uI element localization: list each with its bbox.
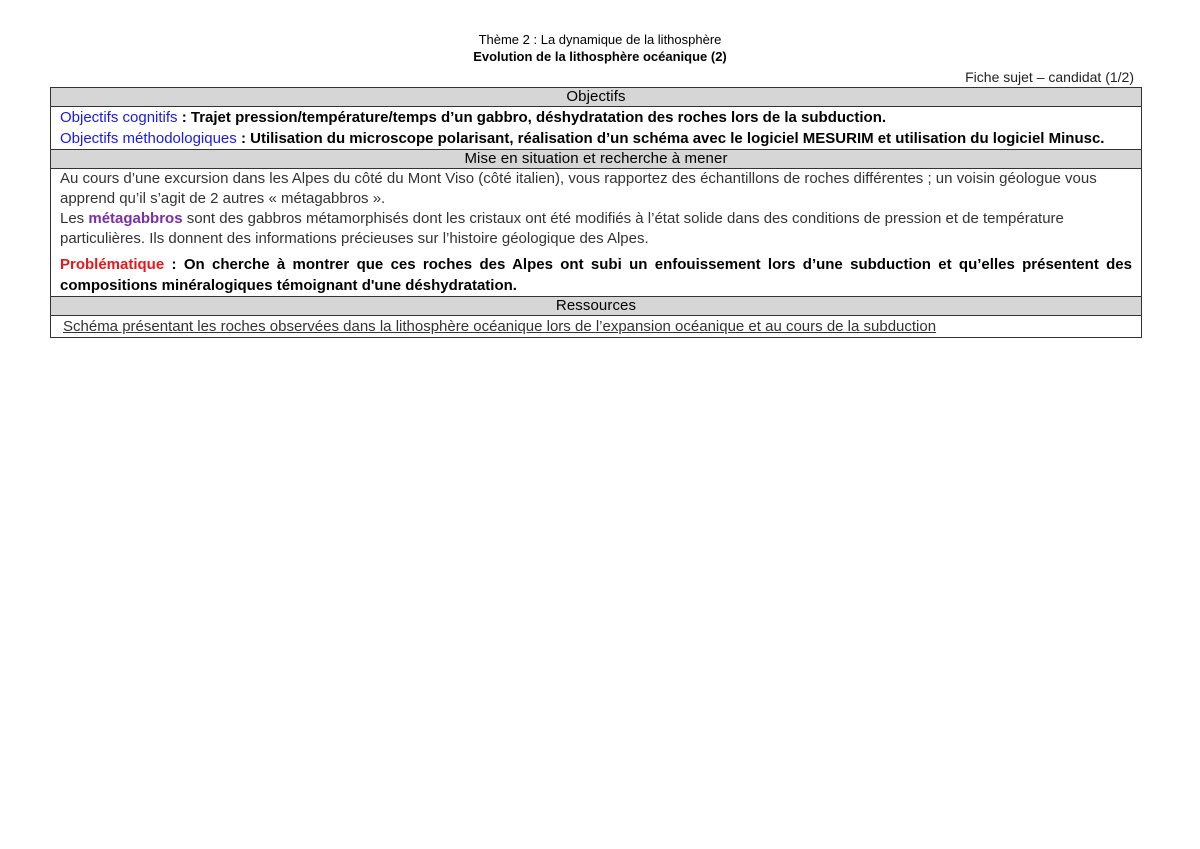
- theme-title: Thème 2 : La dynamique de la lithosphère: [478, 32, 722, 47]
- objectifs-methodologiques: [60, 128, 1132, 149]
- situation-heading: Mise en situation et recherche à mener: [51, 150, 1142, 169]
- document-subtitle: Evolution de la lithosphère océanique (2): [473, 49, 727, 64]
- cognitifs-text: : Trajet pression/température/temps d’un gabbro, déshydratation des roches lors de la subduction.: [177, 109, 887, 126]
- document-header: [0, 31, 1200, 65]
- problematique: [60, 254, 1132, 296]
- ressources-heading: Ressources: [51, 297, 1142, 316]
- cognitifs-label: Objectifs cognitifs: [60, 109, 178, 126]
- situation-paragraph-2: [60, 209, 1132, 249]
- methodo-label: Objectifs méthodologiques: [60, 130, 237, 147]
- fiche-label: Fiche sujet – candidat (1/2): [965, 69, 1134, 85]
- problematique-label: Problématique: [60, 256, 165, 273]
- objectifs-cognitifs: [60, 107, 1132, 128]
- situation-cell: [51, 169, 1142, 297]
- objectifs-heading: Objectifs: [51, 88, 1142, 107]
- methodo-text: : Utilisation du microscope polarisant, réalisation d’un schéma avec le logiciel MESURIM et utilisation du logiciel Minusc.: [236, 130, 1105, 147]
- ressource-schema-link[interactable]: Schéma présentant les roches observées dans la lithosphère océanique lors de l’expansion océanique et au cours de la subduction: [63, 318, 937, 335]
- objectifs-cell: [51, 107, 1142, 150]
- ressources-cell: [51, 316, 1142, 338]
- sheet-table: [50, 87, 1142, 338]
- p2-prefix: Les: [60, 210, 89, 227]
- p2-rest: sont des gabbros métamorphisés dont les cristaux ont été modifiés à l’état solide dans des conditions de pression et de température particulières. Ils donnent des informations précieuses sur l’histoire géologique des Alpes.: [60, 210, 1064, 247]
- problematique-text: : On cherche à montrer que ces roches des Alpes ont subi un enfouissement lors d’une subduction et qu’elles présentent des compositions minéralogiques témoignant d'une déshydratation.: [60, 256, 1132, 294]
- metagabbros-term: métagabbros: [88, 210, 183, 227]
- situation-paragraph-1: Au cours d’une excursion dans les Alpes du côté du Mont Viso (côté italien), vous rapportez des échantillons de roches différentes ; un voisin géologue vous apprend qu’il s’agit de 2 autres « métagabbros ».: [60, 170, 1097, 207]
